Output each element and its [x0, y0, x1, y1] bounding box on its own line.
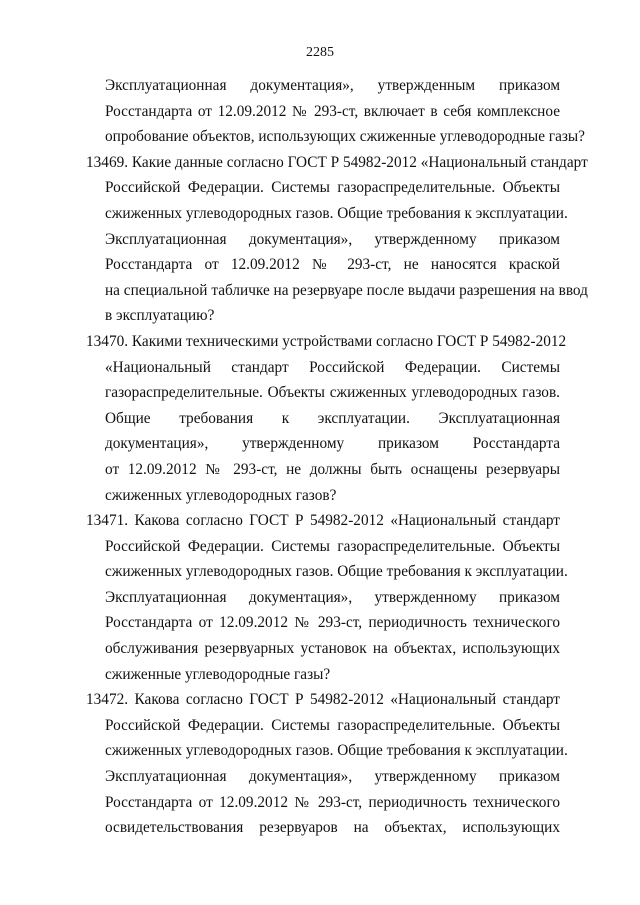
question-number: 13470. [86, 332, 129, 350]
text-line: в эксплуатацию? [105, 307, 215, 325]
text-line: Эксплуатационная документация», утвержденным приказом [105, 77, 560, 94]
page-number: 2285 [306, 45, 334, 60]
text-line: сжиженных углеводородных газов. Общие требования к эксплуатации. [105, 742, 568, 760]
question-13471 [86, 508, 568, 687]
text-line: сжиженные углеводородные газы? [105, 665, 331, 683]
text-line: Росстандарта от 12.09.2012 № 293-ст, не наносятся краской [105, 256, 560, 274]
text-line: Российской Федерации. Системы газораспределительные. Объекты [105, 537, 560, 555]
text-line: Эксплуатационная документация», утвержденному приказом [105, 230, 560, 248]
text-line: Эксплуатационная документация», утвержденному приказом [105, 768, 560, 786]
question-first-line [86, 508, 560, 534]
question-13470 [86, 329, 567, 508]
text-line: Росстандарта от 12.09.2012 № 293-ст, периодичность технического [105, 614, 560, 632]
text-line: освидетельствования резервуаров на объектах, использующих [105, 819, 560, 837]
text-line: Какими техническими устройствами согласно ГОСТ Р 54982-2012 [131, 332, 567, 350]
text-line: сжиженных углеводородных газов. Общие требования к эксплуатации. [105, 204, 568, 222]
text-line: Какова согласно ГОСТ Р 54982-2012 «Национальный стандарт [134, 691, 560, 709]
text-line: документация», утвержденному приказом Росстандарта [105, 435, 560, 453]
text-line: сжиженных углеводородных газов? [105, 486, 337, 504]
text-line: Российской Федерации. Системы газораспределительные. Объекты [105, 179, 560, 197]
document-body [86, 73, 588, 841]
text-line: «Национальный стандарт Российской Федерации. Системы [105, 358, 560, 376]
question-first-line [86, 687, 560, 713]
question-first-line [86, 329, 567, 355]
question-first-line [86, 150, 588, 176]
text-line: Какова согласно ГОСТ Р 54982-2012 «Национальный стандарт [134, 512, 560, 530]
text-line: сжиженных углеводородных газов. Общие требования к эксплуатации. [105, 563, 568, 581]
text-line: обслуживания резервуарных установок на объектах, использующих [105, 640, 560, 658]
text-line: на специальной табличке на резервуаре после выдачи разрешения на ввод [105, 281, 588, 299]
text-line: опробование объектов, использующих сжиженные углеводородные газы? [105, 128, 585, 146]
question-number: 13471. [86, 512, 129, 530]
text-line: Росстандарта от 12.09.2012 № 293-ст, периодичность технического [105, 793, 560, 811]
continuation-paragraph [86, 73, 585, 150]
text-line: Росстандарта от 12.09.2012 № 293-ст, включает в себя комплексное [105, 102, 560, 120]
text-line: Эксплуатационная документация», утвержденному приказом [105, 588, 560, 606]
text-line: Российской Федерации. Системы газораспределительные. Объекты [105, 716, 560, 734]
question-number: 13472. [86, 691, 129, 709]
question-13469 [86, 150, 588, 329]
text-line: газораспределительные. Объекты сжиженных углеводородных газов. [105, 384, 560, 402]
question-number: 13469. [86, 153, 129, 171]
text-line: Общие требования к эксплуатации. Эксплуатационная [105, 409, 560, 427]
text-line: от 12.09.2012 № 293-ст, не должны быть оснащены резервуары [105, 460, 560, 478]
question-13472 [86, 687, 568, 841]
text-line: Какие данные согласно ГОСТ Р 54982-2012 «Национальный стандарт [131, 153, 588, 171]
